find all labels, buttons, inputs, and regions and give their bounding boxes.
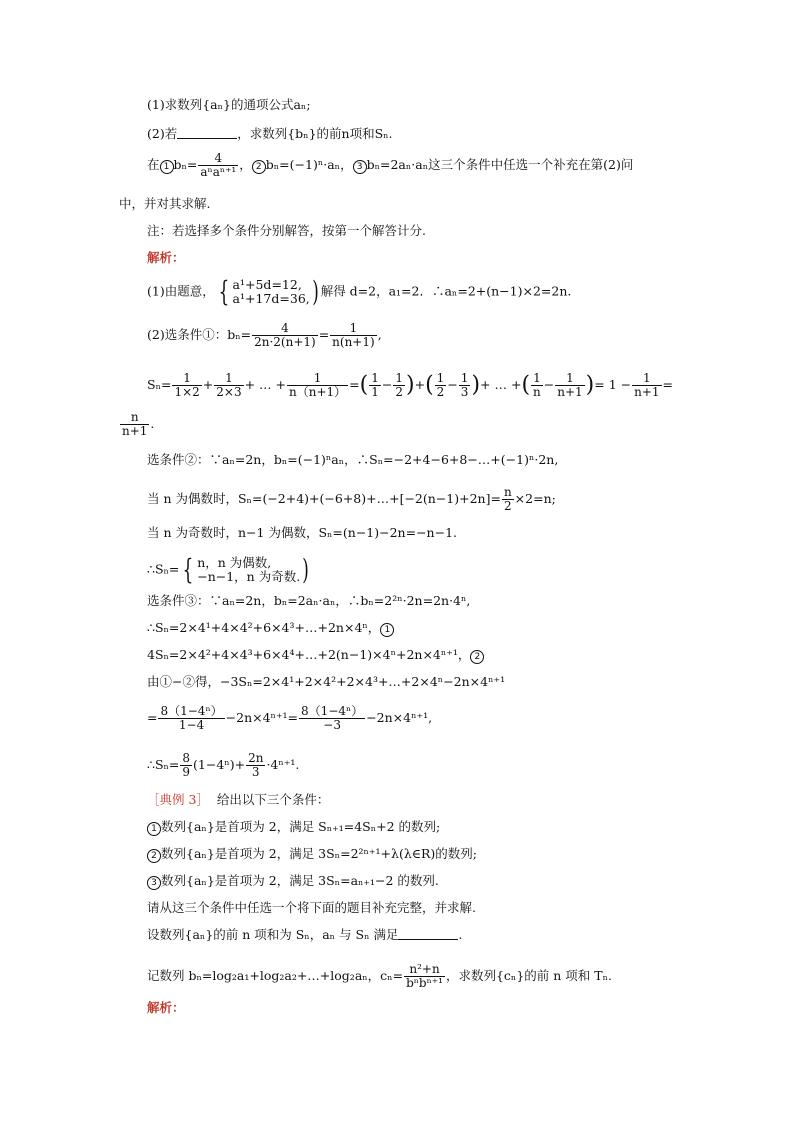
cond-3: bₙ=2aₙ·aₙ这三个条件中任选一个补充在第(2)问 bbox=[366, 157, 634, 172]
frac-den: 2 bbox=[436, 385, 445, 399]
cond2-piecewise bbox=[147, 553, 311, 586]
left-brace: { bbox=[182, 553, 194, 586]
frac-num: 2n bbox=[248, 751, 264, 765]
frac-num: 8 bbox=[182, 751, 191, 765]
frac-den: 2 bbox=[395, 385, 403, 399]
frac-den: n(n+1) bbox=[332, 335, 375, 349]
example-cond-2 bbox=[147, 846, 477, 863]
frac-den: bⁿbⁿ⁺¹ bbox=[406, 976, 443, 990]
frac-den: 2×3 bbox=[216, 385, 242, 399]
frac-den: 9 bbox=[182, 765, 191, 779]
s2-head: (2)选条件①：bₙ= bbox=[147, 327, 252, 342]
cond3-line-2 bbox=[147, 620, 394, 637]
cond2-odd: 当 n 为奇数时，n−1 为偶数，Sₙ=(n−1)−2n=−n−1. bbox=[147, 525, 457, 540]
task-text: 记数列 bₙ=log₂a₁+log₂a₂+…+log₂aₙ，cₙ= bbox=[147, 968, 404, 983]
eq-2: a¹+17d=36, bbox=[232, 291, 310, 306]
c3f-mid: (1−4ⁿ)+ bbox=[193, 757, 246, 772]
frac-num: 1 bbox=[214, 372, 243, 386]
c3-eq2: 4Sₙ=2×4²+4×4³+6×4⁴+…+2(n−1)×4ⁿ+2n×4ⁿ⁺¹， bbox=[147, 647, 471, 662]
pb2 bbox=[459, 372, 471, 399]
frac-num: n bbox=[120, 411, 149, 425]
c3-eq1: ∴Sₙ=2×4¹+4×4²+6×4³+…+2n×4ⁿ， bbox=[147, 620, 381, 635]
frac-num: 1 bbox=[460, 371, 469, 385]
jiexi-label-1: 解析： bbox=[147, 250, 185, 265]
solution-1 bbox=[147, 275, 572, 308]
task-tail: ，求数列{cₙ}的前 n 项和 Tₙ. bbox=[445, 968, 612, 983]
pc1 bbox=[531, 372, 543, 399]
frac-num: 4 bbox=[198, 152, 238, 166]
jiexi-label-2: 解析： bbox=[147, 1000, 185, 1015]
c3e-frac-1 bbox=[158, 705, 224, 732]
right-brace: ) bbox=[302, 553, 309, 586]
frac-num: 1 bbox=[287, 372, 348, 386]
cond-prefix: 在 bbox=[147, 157, 160, 172]
frac-den: −3 bbox=[323, 718, 341, 732]
cond3-line-5: = $\frac{\text{8（1−4ⁿ）}}{1-4}$ −2n×4ⁿ⁺¹= $\frac{\text{8（1−4ⁿ）}}{-3}$ −2n×4ⁿ⁺¹, bbox=[147, 704, 433, 732]
q2-suffix: ，求数列{bₙ}的前n项和Sₙ. bbox=[237, 126, 393, 141]
term-1 bbox=[172, 372, 201, 399]
pa2 bbox=[393, 372, 405, 399]
sn-result: $\frac{n}{n+1}$ . bbox=[122, 410, 155, 438]
solution-2-cond1: (2)选条件①：bₙ= $\frac{4}{2n\cdot 2(n+1)}$ = $\frac{1}{n(n+1)}$ , bbox=[147, 321, 382, 349]
frac-den: n bbox=[533, 385, 541, 399]
cond2-line-1: 选条件②：∵aₙ=2n，bₙ=(−1)ⁿaₙ，∴Sₙ=−2+4−6+8−…+(−1)ⁿ·2n, bbox=[147, 452, 559, 467]
c3e-mid: −2n×4ⁿ⁺¹= bbox=[225, 710, 299, 725]
question-1: (1)求数列{aₙ}的通项公式aₙ; bbox=[147, 97, 311, 112]
question-2 bbox=[147, 126, 393, 142]
frac-den: 1−4 bbox=[178, 718, 205, 732]
setup-text: 设数列{aₙ}的前 n 项和为 Sₙ，aₙ 与 Sₙ 满足 bbox=[147, 927, 399, 942]
cond2-even bbox=[147, 486, 556, 513]
frac-den: aⁿaⁿ⁺¹ bbox=[200, 165, 237, 179]
pc2 bbox=[555, 372, 584, 399]
frac-den: 3 bbox=[251, 765, 260, 779]
example-tag: ［典例 3］ bbox=[147, 792, 209, 807]
frac-den: 1 bbox=[371, 385, 379, 399]
circled-3: 3 bbox=[353, 160, 367, 174]
circled-1: 1 bbox=[147, 822, 161, 836]
frac-den: 1×2 bbox=[174, 385, 200, 399]
s2-frac-2 bbox=[330, 322, 377, 349]
frac-num: 4 bbox=[252, 322, 318, 336]
cond3-line-1: 选条件③：∵aₙ=2n，bₙ=2aₙ·aₙ，∴bₙ=2²ⁿ·2n=2n·4ⁿ, bbox=[147, 593, 471, 608]
frac-den: n（n+1） bbox=[289, 385, 347, 399]
left-brace: { bbox=[218, 275, 229, 308]
circled-1: 1 bbox=[380, 623, 394, 637]
circled-2: 2 bbox=[252, 160, 266, 174]
s1-head: (1)由题意， bbox=[147, 283, 215, 299]
circled-3: 3 bbox=[147, 876, 161, 890]
frac-num: 1 bbox=[555, 372, 584, 386]
term-n bbox=[287, 372, 348, 399]
note: 注：若选择多个条件分别解答，按第一个解答计分. bbox=[147, 223, 426, 238]
cond-1-fraction bbox=[198, 152, 238, 179]
frac-den: n+1 bbox=[122, 424, 148, 438]
ex-cond-3-text: 数列{aₙ}是首项为 2，满足 3Sₙ=aₙ₊₁−2 的数列. bbox=[161, 873, 439, 888]
example-instruction: 请从这三个条件中任选一个将下面的题目补充完整，并求解. bbox=[147, 900, 476, 915]
piecewise-lhs: ∴Sₙ= bbox=[147, 561, 180, 577]
example-cond-1 bbox=[147, 819, 440, 836]
frac-num: 8（1−4ⁿ） bbox=[160, 704, 223, 718]
c3e-tail: −2n×4ⁿ⁺¹, bbox=[366, 710, 433, 725]
frac-num: 1 bbox=[330, 322, 377, 336]
right-brace: ) bbox=[311, 275, 319, 308]
c3f-lhs: ∴Sₙ= bbox=[147, 757, 180, 772]
term-2 bbox=[214, 372, 243, 399]
c3f-frac-2 bbox=[246, 752, 265, 779]
frac-num: 1 bbox=[395, 371, 403, 385]
frac-den: 2n·2(n+1) bbox=[254, 335, 316, 349]
frac-num: 1 bbox=[172, 372, 201, 386]
frac-num: n²+n bbox=[404, 963, 445, 977]
s1-tail: 解得 d=2，a₁=2．∴aₙ=2+(n−1)×2=2n. bbox=[320, 283, 572, 299]
conditions-line: 在 1 bₙ= $\frac{4}{\text{aⁿaⁿ⁺¹}}$ ， 2 bₙ=(−1)ⁿ·aₙ， 3 bₙ=2aₙ·aₙ这三个条件中任选一个补充在第(2)问 bbox=[147, 151, 634, 179]
c3f-frac-1 bbox=[180, 752, 192, 779]
frac-num: 1 bbox=[436, 371, 445, 385]
q2-prefix: (2)若 bbox=[147, 126, 178, 141]
cn-fraction bbox=[404, 963, 445, 990]
eq-1: a¹+5d=12, bbox=[232, 277, 302, 292]
case-odd: −n−1，n 为奇数. bbox=[197, 569, 301, 584]
example-intro: 给出以下三个条件： bbox=[216, 792, 330, 807]
frac-num: n bbox=[503, 485, 512, 499]
cond3-line-3 bbox=[147, 647, 484, 664]
example-cond-3 bbox=[147, 873, 439, 890]
piecewise-cases bbox=[197, 556, 300, 584]
frac-num: 1 bbox=[531, 372, 543, 386]
fill-blank bbox=[177, 127, 237, 139]
conditions-tail: 中，并对其求解. bbox=[119, 196, 211, 211]
frac-num: 1 bbox=[371, 371, 379, 385]
c2-even-text: 当 n 为偶数时，Sₙ=(−2+4)+(−6+8)+…+[−2(n−1)+2n]= bbox=[147, 491, 501, 506]
circled-2: 2 bbox=[470, 650, 484, 664]
example-task bbox=[147, 963, 612, 990]
pa1 bbox=[369, 372, 381, 399]
frac-num: 1 bbox=[632, 372, 661, 386]
frac-den: n+1 bbox=[634, 385, 660, 399]
frac-den: n+1 bbox=[557, 385, 583, 399]
fill-blank bbox=[398, 928, 458, 940]
pd bbox=[632, 372, 661, 399]
frac-num: 8（1−4ⁿ） bbox=[301, 704, 364, 718]
example-3-header bbox=[147, 792, 329, 808]
example-setup: 设数列{aₙ}的前 n 项和为 Sₙ，aₙ 与 Sₙ 满足 . bbox=[147, 927, 463, 942]
c3e-frac-2 bbox=[299, 705, 365, 732]
cond3-result bbox=[147, 752, 299, 779]
circled-2: 2 bbox=[147, 849, 161, 863]
cond3-line-4: 由①−②得，−3Sₙ=2×4¹+2×4²+2×4³+…+2×4ⁿ−2n×4ⁿ⁺¹ bbox=[147, 674, 506, 689]
s2-frac-1 bbox=[252, 322, 318, 349]
ex-cond-1-text: 数列{aₙ}是首项为 2，满足 Sₙ₊₁=4Sₙ+2 的数列; bbox=[161, 819, 441, 834]
c2-even-tail: ×2=n; bbox=[514, 491, 556, 506]
c2-even-frac bbox=[502, 486, 514, 513]
equation-system bbox=[233, 278, 310, 306]
c3f-tail: ·4ⁿ⁺¹. bbox=[266, 757, 300, 772]
case-even: n，n 为偶数, bbox=[197, 555, 272, 570]
frac-den: 3 bbox=[460, 385, 469, 399]
sn-telescoping: Sₙ= $\frac{1}{1\times 2}$ + $\frac{1}{2\times 3}$ + … + $\frac{1}{n(n+1)}$ =( $\frac{1}{1}$ − $\frac{1}{2}$ )+( $\frac{1}{2}$ − $\frac{1}{3}$ )+ … +( $\frac{1}{n}$ − $\frac{1}{n+1}$ )= 1 − $\frac{1}{n+1}$ = bbox=[147, 371, 674, 399]
circled-1: 1 bbox=[160, 160, 174, 174]
sn-result-frac bbox=[120, 411, 149, 438]
cond-1: bₙ= bbox=[173, 157, 198, 172]
ex-cond-2-text: 数列{aₙ}是首项为 2，满足 3Sₙ=2²ⁿ⁺¹+λ(λ∈R)的数列; bbox=[161, 846, 477, 861]
cond-2: bₙ=(−1)ⁿ·aₙ bbox=[265, 157, 341, 172]
pb1 bbox=[435, 372, 447, 399]
frac-den: 2 bbox=[503, 499, 512, 513]
sn-lhs: Sₙ= bbox=[147, 377, 172, 392]
